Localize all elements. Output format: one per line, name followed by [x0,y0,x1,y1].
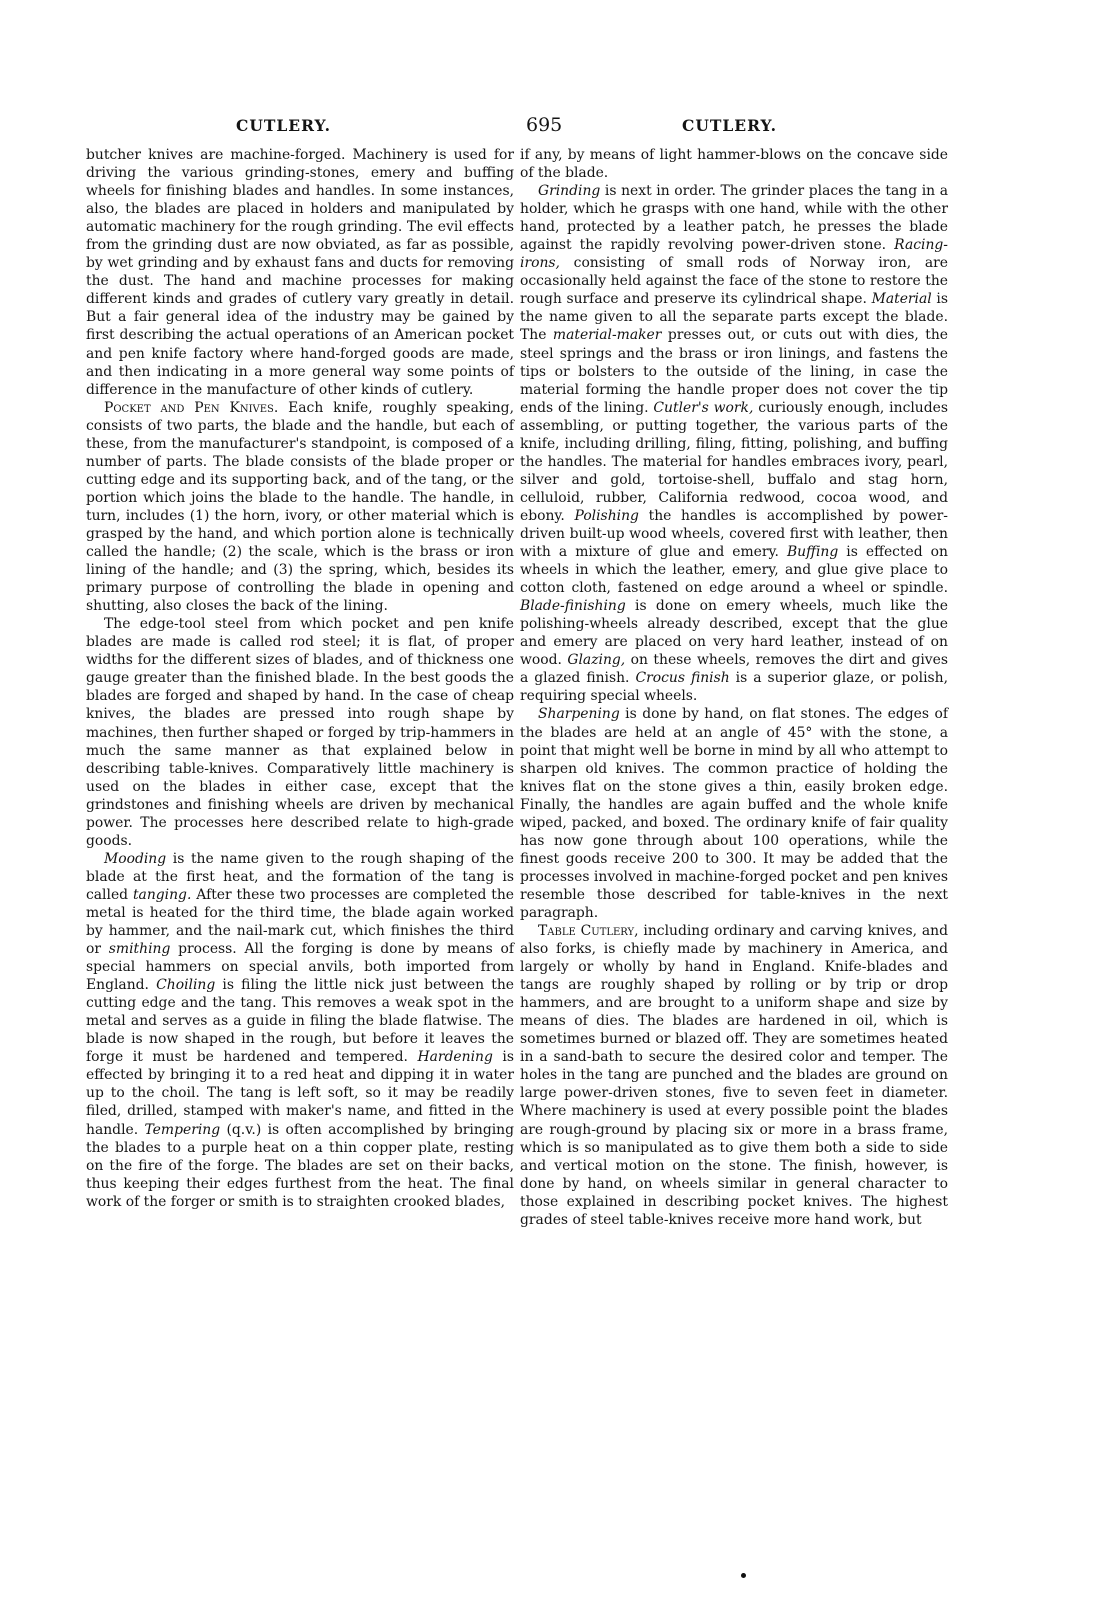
paragraph [520,705,948,922]
paragraph-text: is done by hand, on flat stones. The edges of the blades are held at an angle of 45° with the stone, a point that might well be borne in mind by all who attempt to sharpen old knives. The common practice of holding the knives flat on the stone gives a thin, easily broken edge. Finally, the handles are again buffed and the whole knife wiped, packed, and boxed. The ordinary knife of fair quality has now gone through about 100 operations, while the finest goods receive 200 to 300. It may be added that the processes involved in machine-forged pocket and pen knives resemble those described for table-knives in the next paragraph. [520,706,948,921]
right-column [520,146,948,1229]
term: Mooding [104,850,167,867]
paragraph-text: the handles is accomplished by power-driven built-up wood wheels, covered first with leather, then with a mixture of glue and emery. [520,507,948,561]
paragraph-text: is next in order. The grinder places the tang in a holder, which he grasps with one hand, while with the other hand, protected by a leather patch, he presses the blade against the rapidly revolving power-driven stone. [520,183,948,254]
paragraph-text: (q.v.) is often accomplished by bringing the blades to a purple heat on a thin copper plate, resting on the fire of the forge. The blades are set on their backs, thus keeping their edges furthest from the heat. The final work of the forger or smith is to straighten crooked blades, [86,1121,514,1210]
running-header [0,116,1120,140]
print-speck [741,1573,746,1578]
paragraph [520,182,948,705]
paragraph-text: is the name given to the rough shaping of the blade at the first heat, and the formation of the tang is called [86,850,514,903]
term: tanging. [132,886,192,903]
term: Choiling [156,977,216,994]
section-heading: Pocket and Pen Knives. [104,399,279,416]
paragraph-text: is a superior glaze, or polish, requiring special wheels. [520,670,948,705]
term: material-maker [552,327,662,344]
term: Hardening [417,1049,493,1066]
paragraph [86,399,514,616]
paragraph-text: process. All the forging is done by means of special hammers on special anvils, both imported from England. [86,941,514,994]
term: Blade-finishing [520,598,626,615]
term: smithing [108,941,171,958]
term: Tempering [144,1121,221,1138]
paragraph-text: After these two processes are completed the metal is heated for the third time, the blade again worked by hammer, and the nail-mark cut, which finishes the third or [86,886,514,958]
term: Material [871,291,932,308]
paragraph-text: is done on emery wheels, much like the polishing-wheels already described, except that the glue and emery are placed on very hard leather, instead of on wood. [520,598,948,669]
paragraph-text: is the name given to all the separate parts except the blade. The [520,291,948,344]
term: Glazing, [567,652,626,669]
paragraph-text: curiously enough, includes assembling, or putting together, the various parts of the knife, including drilling, filing, fitting, polishing, and buffing the handles. The material for handles embraces ivory, pearl, silver and gold, tortoise-shell, buffalo and stag horn, celluloid, rubber, California redwood, cocoa wood, and ebony. [520,399,948,524]
paragraph [86,850,514,1211]
term: Cutler's work, [653,399,754,416]
term: Polishing [574,507,639,524]
paragraph-text: presses out, or cuts out with dies, the steel springs and the brass or iron linings, and fastens the tips or bolsters to the outside of the lining, in case the material forming the handle proper does not cover the tip ends of the lining. [520,327,948,416]
paragraph: The edge-tool steel from which pocket and pen knife blades are made is called rod steel; it is flat, of proper widths for the different sizes of blades, and of thickness one gauge greater than the finished blade. In the best goods the blades are forged and shaped by hand. In the case of cheap knives, the blades are pressed into rough shape by machines, then further shaped or forged by trip-hammers in much the same manner as that explained below in describing table-knives. Comparatively little machinery is used on the blades in either case, except that the grindstones and finishing wheels are driven by mechanical power. The processes here described relate to high-grade goods. [86,616,514,849]
paragraph: butcher knives are machine-forged. Machinery is used for driving the various grinding-stones, emery and buffing wheels for finishing blades and handles. In some instances, also, the blades are placed in holders and manipulated by automatic machinery for the rough grinding. The evil effects from the grinding dust are now obviated, as far as possible, by wet grinding and by exhaust fans and ducts for removing the dust. The hand and machine processes for making different kinds and grades of cutlery vary greatly in detail. But a fair general idea of the industry may be gained by first describing the actual operations of an American pocket and pen knife factory where hand-forged goods are made, and then indicating in a more general way some points of difference in the manufacture of other kinds of cutlery. [86,147,514,398]
paragraph-text: is effected by bringing it to a red heat and dipping it in water up to the choil. The tang is left soft, so it may be readily filed, drilled, stamped with maker's name, and fitted in the handle. [86,1049,514,1138]
paragraph-text: is filing the little nick just between the cutting edge and the tang. This removes a weak spot in the metal and serves as a guide in filing the blade flatwise. The blade is now shaped in the rough, but before it leaves the forge it must be hardened and tempered. [86,977,514,1066]
paragraph: if any, by means of light hammer-blows on the concave side of the blade. [520,147,948,182]
term: Sharpening [538,706,620,723]
section-heading: Table Cutlery, [538,923,639,940]
header-left-title: CUTLERY. [236,116,331,135]
page-number: 695 [526,114,563,136]
paragraph-text: consisting of small rods of Norway iron, are occasionally held against the face of the stone to restore the rough surface and preserve its cylindrical shape. [520,255,948,308]
paragraph-text: including ordinary and carving knives, and also forks, is chiefly made by machinery in America, and largely or wholly by hand in England. Knife-blades and tangs are roughly shaped by rolling or by trip or drop hammers, and are brought to a uniform shape and size by means of dies. The blades are hardened in oil, which is sometimes burned or blazed off. They are sometimes heated in a sand-bath to secure the desired color and temper. The holes in the tang are punched and the blades are ground on large power-driven stones, five to seven feet in diameter. Where machinery is used at every possible point the blades are rough-ground by placing six or more in a brass frame, which is so manipulated as to give them both a side to side and vertical motion on the stone. The finish, however, is done by hand, on wheels similar in general character to those explained in describing pocket knives. The highest grades of steel table-knives receive more hand work, but [520,923,948,1228]
term: Grinding [538,183,601,200]
header-right-title: CUTLERY. [682,116,777,135]
paragraph [520,922,948,1229]
paragraph-text: on these wheels, removes the dirt and gives a glazed finish. [520,652,948,687]
paragraph-text: Each knife, roughly speaking, consists of two parts, the blade and the handle, but each of these, from the manufacturer's standpoint, is composed of a number of parts. The blade consists of the blade proper or cutting edge and its supporting back, and of the tang, or the portion which joins the blade to the handle. The handle, in turn, includes (1) the horn, ivory, or other material which is grasped by the hand, and which portion alone is technically called the handle; (2) the scale, which is the brass or iron lining of the handle; and (3) the spring, which, besides its primary purpose of controlling the blade in opening and shutting, also closes the back of the lining. [86,399,514,615]
left-column [86,146,514,1211]
term: Racing-irons, [520,237,948,272]
paragraph-text: is effected on wheels in which the leather, emery, and glue give place to cotton cloth, fastened on edge around a wheel or spindle. [520,544,948,597]
term: Crocus finish [635,670,730,687]
term: Buffing [786,544,839,561]
